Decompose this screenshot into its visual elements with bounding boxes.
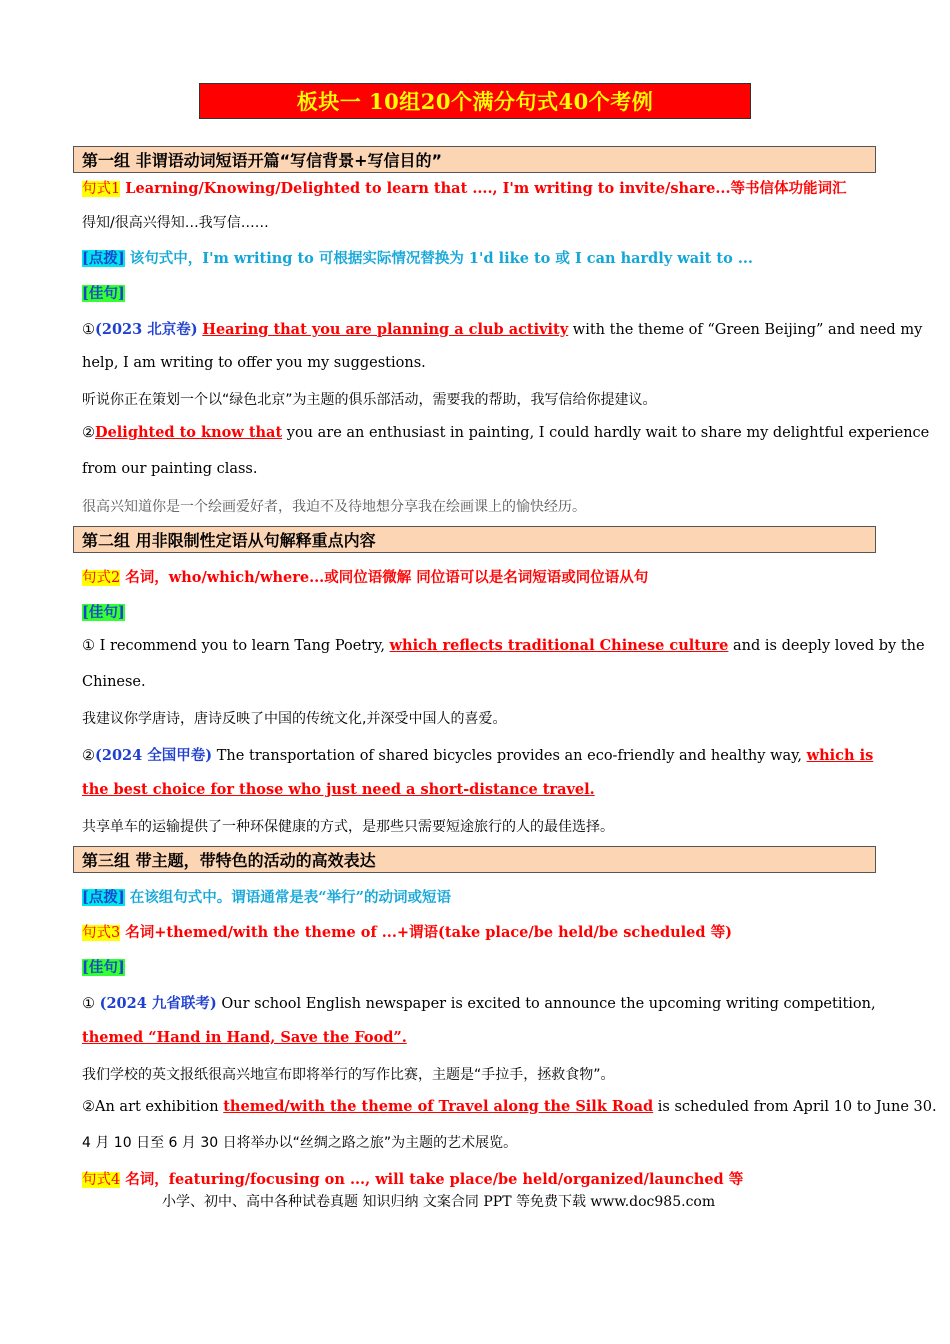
g1-ex1-num: ① [82,322,95,338]
tip-1-text: 该句式中，I'm writing to 可根据实际情况替换为 1'd like to 或 I can hardly wait to ... [124,250,753,267]
pattern-1 [82,177,868,198]
page-footer: 小学、初中、高中各种试卷真题 知识归纳 文案合同 PPT 等免费下载 www.doc985.com [162,1194,716,1210]
section-heading-1: 第一组 非谓语动词短语开篇“写信背景+写信目的” [73,146,876,173]
tip-1-label: [点拨] [82,250,125,267]
pattern-3-tag: 句式3 [82,925,121,941]
tip-3-text: 在该组句式中。谓语通常是表“举行”的动词或短语 [124,889,451,906]
g3-ex1-line2 [82,1029,868,1046]
page-title-text: 板块一 10组20个满分句式40个考例 [296,89,654,114]
g2-example-1 [82,637,925,654]
g3-example-2 [82,1098,937,1115]
g2-example-2 [82,744,874,765]
example-label-2 [82,601,868,622]
tip-3 [82,886,868,907]
g2-ex2-source: (2024 全国甲卷) [95,747,213,764]
g2-ex2-translation: 共享单车的运输提供了一种环保健康的方式，是那些只需要短途旅行的人的最佳选择。 [82,819,614,835]
g1-ex2-translation: 很高兴知道你是一个绘画爱好者，我迫不及待地想分享我在绘画课上的愉快经历。 [82,499,586,515]
g3-ex1-num: ① [82,996,95,1012]
pattern-4 [82,1168,868,1189]
g2-ex2-num: ② [82,748,95,764]
pattern-4-tag: 句式4 [82,1172,121,1188]
pattern-3 [82,921,868,942]
g2-ex2-line2 [82,781,868,798]
pattern-1-translation: 得知/很高兴得知…我写信…… [82,215,269,231]
pattern-2-text: 名词，who/which/where...或同位语微解 同位语可以是名词短语或同位语从句 [120,569,649,586]
g3-ex1-translation: 我们学校的英文报纸很高兴地宣布即将举行的写作比赛，主题是“手拉手，拯救食物”。 [82,1067,615,1083]
g3-ex2-rest: is scheduled from April 10 to June 30. [653,1099,937,1115]
pattern-3-text: 名词+themed/with the theme of ...+谓语(take place/be held/be scheduled 等) [120,924,732,941]
g2-ex2-rest: The transportation of shared bicycles provides an eco-friendly and healthy way, [212,748,807,764]
g2-ex2-line2-text: the best choice for those who just need a short-distance travel. [82,781,595,798]
page-title [199,83,751,119]
g3-ex2-translation: 4 月 10 日至 6 月 30 日将举办以“丝绸之路之旅”为主题的艺术展览。 [82,1135,518,1151]
g2-ex2-highlight: which is [806,747,874,764]
g1-ex1-rest: with the theme of “Green Beijing” and need my [568,322,923,338]
section-heading-3: 第三组 带主题，带特色的活动的高效表达 [73,846,876,873]
example-label-3-text: [佳句] [82,959,125,976]
pattern-2 [82,566,868,587]
g2-ex1-translation: 我建议你学唐诗，唐诗反映了中国的传统文化,并深受中国人的喜爱。 [82,711,507,727]
g1-ex2-num: ② [82,425,95,441]
g2-ex1-line2: Chinese. [82,674,146,690]
g1-example-2 [82,424,930,441]
example-label-3 [82,956,868,977]
g3-example-1 [82,992,876,1013]
section-heading-2: 第二组 用非限制性定语从句解释重点内容 [73,526,876,553]
g3-ex1-source: (2024 九省联考) [99,995,217,1012]
g2-ex1-rest: and is deeply loved by the [728,638,925,654]
tip-1 [82,247,868,268]
tip-3-label: [点拨] [82,889,125,906]
pattern-1-text: Learning/Knowing/Delighted to learn that ...., I'm writing to invite/share...等书信体功能词汇 [120,180,847,197]
g1-ex1-line2: help, I am writing to offer you my suggestions. [82,355,426,371]
pattern-1-tag: 句式1 [82,181,121,197]
g1-ex1-source: (2023 北京卷) [95,321,198,338]
g2-ex1-pre: ① I recommend you to learn Tang Poetry, [82,638,390,654]
example-label-1-text: [佳句] [82,285,125,302]
g1-example-1 [82,318,923,339]
g2-ex1-highlight: which reflects traditional Chinese culture [389,637,729,654]
g1-ex1-highlight: Hearing that you are planning a club activity [202,321,569,338]
pattern-4-text: 名词，featuring/focusing on ..., will take place/be held/organized/launched 等 [120,1171,744,1188]
g3-ex1-rest: Our school English newspaper is excited to announce the upcoming writing competition, [216,996,876,1012]
pattern-2-tag: 句式2 [82,570,121,586]
g1-ex2-line2: from our painting class. [82,461,258,477]
example-label-1 [82,282,868,303]
example-label-2-text: [佳句] [82,604,125,621]
g3-ex2-highlight: themed/with the theme of Travel along the Silk Road [223,1098,654,1115]
g3-ex1-line2-text: themed “Hand in Hand, Save the Food”. [82,1029,407,1046]
g1-ex1-translation: 听说你正在策划一个以“绿色北京”为主题的俱乐部活动，需要我的帮助，我写信给你提建议。 [82,392,657,408]
g1-ex2-highlight: Delighted to know that [95,424,283,441]
g3-ex2-pre: ②An art exhibition [82,1099,224,1115]
g1-ex2-rest: you are an enthusiast in painting, I could hardly wait to share my delightful experience [282,425,930,441]
